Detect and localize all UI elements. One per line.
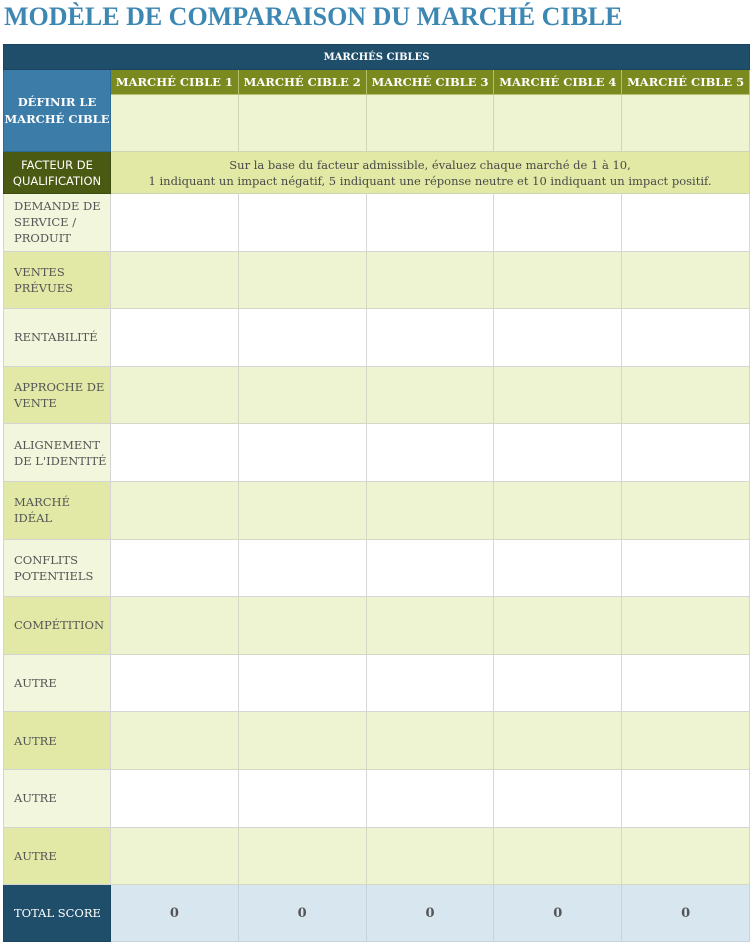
factor-label: COMPÉTITION [4,597,111,655]
total-score-label: TOTAL SCORE [4,885,111,942]
factor-label: CONFLITS POTENTIELS [4,539,111,597]
score-cell-market-4[interactable] [494,539,622,597]
score-cell-market-5[interactable] [622,481,750,539]
score-cell-market-2[interactable] [238,769,366,827]
score-cell-market-4[interactable] [494,366,622,424]
score-cell-market-3[interactable] [366,309,494,367]
score-cell-market-2[interactable] [238,309,366,367]
factor-row [4,769,750,827]
factor-row [4,597,750,655]
factor-row [4,366,750,424]
factor-label: ALIGNEMENT DE L'IDENTITÉ [4,424,111,482]
score-cell-market-5[interactable] [622,366,750,424]
market-header-5: MARCHÉ CIBLE 5 [622,70,750,95]
score-cell-market-4[interactable] [494,309,622,367]
score-cell-market-4[interactable] [494,481,622,539]
score-cell-market-1[interactable] [111,481,239,539]
market-header-2: MARCHÉ CIBLE 2 [238,70,366,95]
score-cell-market-5[interactable] [622,597,750,655]
score-cell-market-3[interactable] [366,251,494,309]
market-header-4: MARCHÉ CIBLE 4 [494,70,622,95]
total-score-2: 0 [238,885,366,942]
score-cell-market-2[interactable] [238,654,366,712]
total-score-3: 0 [366,885,494,942]
score-cell-market-4[interactable] [494,194,622,252]
score-cell-market-5[interactable] [622,424,750,482]
score-cell-market-4[interactable] [494,827,622,885]
score-cell-market-4[interactable] [494,597,622,655]
score-cell-market-3[interactable] [366,654,494,712]
score-cell-market-1[interactable] [111,597,239,655]
score-cell-market-2[interactable] [238,424,366,482]
factor-label: APPROCHE DE VENTE [4,366,111,424]
score-cell-market-1[interactable] [111,251,239,309]
market-name-input-3[interactable] [366,95,494,152]
score-cell-market-3[interactable] [366,769,494,827]
factor-row [4,654,750,712]
factor-row [4,539,750,597]
page-title: MODÈLE DE COMPARAISON DU MARCHÉ CIBLE [4,2,623,31]
score-cell-market-1[interactable] [111,309,239,367]
market-name-input-2[interactable] [238,95,366,152]
factor-row [4,251,750,309]
score-cell-market-2[interactable] [238,597,366,655]
score-cell-market-3[interactable] [366,827,494,885]
target-markets-group-header: MARCHÉS CIBLES [4,45,750,70]
score-cell-market-1[interactable] [111,424,239,482]
score-cell-market-1[interactable] [111,366,239,424]
score-cell-market-2[interactable] [238,712,366,770]
score-cell-market-5[interactable] [622,194,750,252]
score-cell-market-2[interactable] [238,481,366,539]
score-cell-market-1[interactable] [111,194,239,252]
score-cell-market-5[interactable] [622,712,750,770]
factor-row [4,309,750,367]
factor-label: AUTRE [4,769,111,827]
factor-row [4,481,750,539]
factor-label: AUTRE [4,654,111,712]
factor-label: VENTES PRÉVUES [4,251,111,309]
score-cell-market-5[interactable] [622,539,750,597]
factor-row [4,194,750,252]
comparison-table [3,44,750,942]
factor-label: AUTRE [4,712,111,770]
score-cell-market-1[interactable] [111,539,239,597]
score-cell-market-5[interactable] [622,827,750,885]
score-cell-market-4[interactable] [494,769,622,827]
score-cell-market-1[interactable] [111,712,239,770]
factor-row [4,827,750,885]
market-header-1: MARCHÉ CIBLE 1 [111,70,239,95]
score-cell-market-5[interactable] [622,769,750,827]
score-cell-market-2[interactable] [238,251,366,309]
market-name-input-4[interactable] [494,95,622,152]
score-cell-market-3[interactable] [366,366,494,424]
score-cell-market-3[interactable] [366,539,494,597]
qualification-factor-label: FACTEUR DE QUALIFICATION [4,152,111,194]
factor-label: DEMANDE DE SERVICE / PRODUIT [4,194,111,252]
total-score-4: 0 [494,885,622,942]
score-cell-market-4[interactable] [494,251,622,309]
score-cell-market-3[interactable] [366,481,494,539]
score-cell-market-3[interactable] [366,712,494,770]
market-name-input-1[interactable] [111,95,239,152]
score-cell-market-1[interactable] [111,769,239,827]
score-cell-market-1[interactable] [111,827,239,885]
total-score-1: 0 [111,885,239,942]
score-cell-market-3[interactable] [366,424,494,482]
factor-rows [4,194,750,885]
score-cell-market-3[interactable] [366,597,494,655]
score-cell-market-4[interactable] [494,654,622,712]
market-name-input-5[interactable] [622,95,750,152]
score-cell-market-2[interactable] [238,827,366,885]
market-header-3: MARCHÉ CIBLE 3 [366,70,494,95]
factor-label: RENTABILITÉ [4,309,111,367]
total-score-5: 0 [622,885,750,942]
define-target-market-label: DÉFINIR LE MARCHÉ CIBLE [4,70,111,152]
score-cell-market-3[interactable] [366,194,494,252]
instruction-line-1: Sur la base du facteur admissible, évaluez chaque marché de 1 à 10, [229,157,631,172]
factor-label: AUTRE [4,827,111,885]
score-cell-market-4[interactable] [494,712,622,770]
factor-row [4,424,750,482]
score-cell-market-2[interactable] [238,366,366,424]
score-cell-market-5[interactable] [622,309,750,367]
factor-row [4,712,750,770]
score-cell-market-4[interactable] [494,424,622,482]
qualification-instructions [111,152,750,194]
factor-label: MARCHÉ IDÉAL [4,481,111,539]
score-cell-market-5[interactable] [622,251,750,309]
instruction-line-2: 1 indiquant un impact négatif, 5 indiquant une réponse neutre et 10 indiquant un impact positif. [148,173,712,188]
score-cell-market-5[interactable] [622,654,750,712]
score-cell-market-2[interactable] [238,194,366,252]
score-cell-market-1[interactable] [111,654,239,712]
score-cell-market-2[interactable] [238,539,366,597]
